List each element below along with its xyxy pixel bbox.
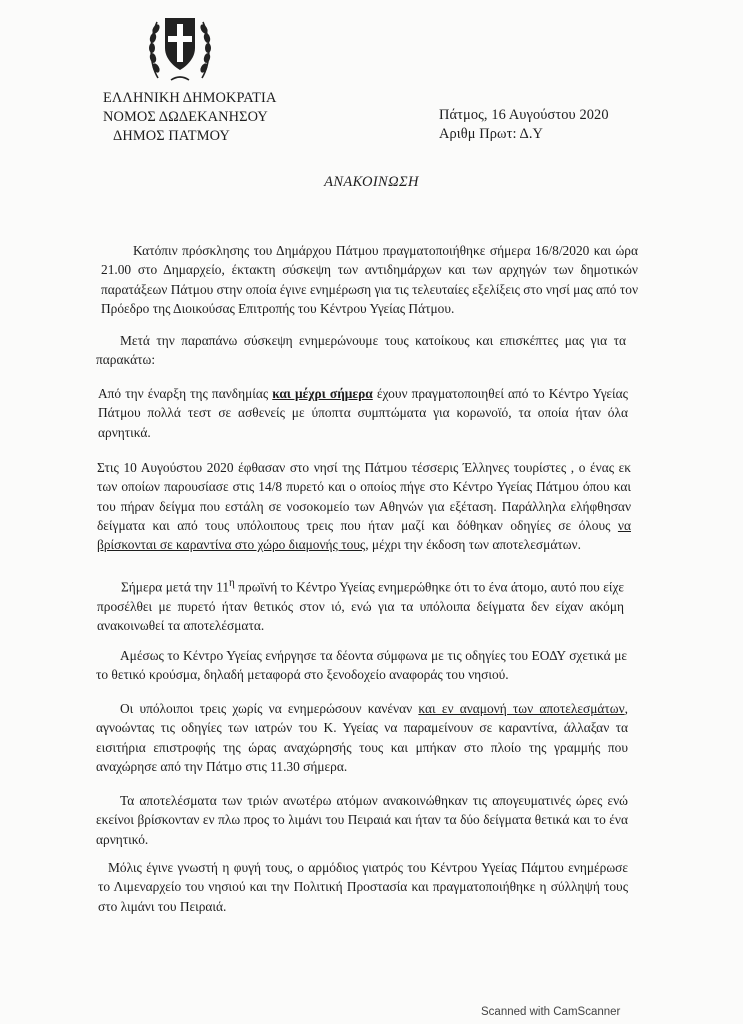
paragraph: Οι υπόλοιποι τρεις χωρίς να ενημερώσουν κανέναν και εν αναμονή των αποτελεσμάτων, αγνοώντας τις οδηγίες των ιατρών του Κ. Υγείας να παραμείνουν σε καραντίνα, άλλαξαν τα εισιτήρια επιστροφής της ώρας αναχώρησής τους και μπήκαν στο πλοίο της γραμμής που αναχώρησε από την Πάτμο στις 11.30 σήμερα. — [96, 701, 628, 774]
issuer-block — [103, 89, 276, 146]
emphasis-text: και μέχρι σήμερα — [272, 386, 373, 401]
paragraph: Κατόπιν πρόσκλησης του Δημάρχου Πάτμου πραγματοποιήθηκε σήμερα 16/8/2020 και ώρα 21.00 στο Δημαρχείο, έκτακτη σύσκεψη των αντιδημάρχων και των αρχηγών των δημοτικών παρατάξεων Πάτμου στην οποία έγινε ενημέρωση για τις τελευταίες εξελίξεις στο νησί μας από τον Πρόεδρο της Διοικούσας Επιτροπής του Κέντρου Υγείας Πάτμου. — [101, 243, 638, 316]
paragraph: Αμέσως το Κέντρο Υγείας ενήργησε τα δέοντα σύμφωνα με τις οδηγίες του ΕΟΔΥ σχετικά με το θετικό κρούσμα, δηλαδή μεταφορά στο ξενοδοχείο αναφοράς του νησιού. — [96, 648, 627, 683]
scanner-watermark: Scanned with CamScanner — [481, 1006, 621, 1018]
document-title: ΑΝΑΚΟΙΝΩΣΗ — [324, 174, 419, 190]
paragraph: Στις 10 Αυγούστου 2020 έφθασαν στο νησί της Πάτμου τέσσερις Έλληνες τουρίστες , ο ένας εκ των οποίων παρουσίασε στις 14/8 πυρετό και ο οποίος πήγε στο Κέντρο Υγείας Πάτμου όπου και του πήραν δείγμα που εστάλη σε νοσοκομείο των Αθηνών για εξέταση. Παράλληλα ελήφθησαν δείγματα και από τους υπόλοιπους τρεις που ήταν μαζί και δόθηκαν οδηγίες σε όλους να βρίσκονται σε καραντίνα στο χώρο διαμονής τους, μέχρι την έκδοση των αποτελεσμάτων. — [97, 460, 631, 553]
document-date: Πάτμος, 16 Αυγούστου 2020 — [439, 107, 609, 123]
paragraph: Από την έναρξη της πανδημίας και μέχρι σήμερα έχουν πραγματοποιηθεί από το Κέντρο Υγείας Πάτμου πολλά τεστ σε ασθενείς με ύποπτα συμπτώματα για κορωνοϊό, τα οποία ήταν όλα αρνητικά. — [98, 386, 628, 440]
emphasis-text: και εν αναμονή των αποτελεσμάτων — [418, 701, 625, 716]
issuer-line: ΔΗΜΟΣ ΠΑΤΜΟΥ — [113, 128, 230, 144]
paragraph: Μόλις έγινε γνωστή η φυγή τους, ο αρμόδιος γιατρός του Κέντρου Υγείας Πάμτου ενημέρωσε το Λιμεναρχείο του νησιού και την Πολιτική Προστασία και πραγματοποιήθηκε η σύλληψή τους στο λιμάνι του Πειραιά. — [98, 860, 628, 914]
issuer-line: ΝΟΜΟΣ ΔΩΔΕΚΑΝΗΣΟΥ — [103, 109, 268, 125]
protocol-number: Αριθμ Πρωτ: Δ.Υ — [439, 126, 544, 142]
date-protocol-block — [439, 106, 609, 144]
greek-coat-of-arms-icon — [149, 8, 211, 82]
paragraph: Μετά την παραπάνω σύσκεψη ενημερώνουμε τους κατοίκους και επισκέπτες μας για τα παρακάτω: — [96, 333, 626, 368]
emphasis-text: να βρίσκονται σε καραντίνα στο χώρο διαμονής τους — [97, 517, 631, 553]
paragraph: Τα αποτελέσματα των τριών ανωτέρω ατόμων ανακοινώθηκαν τις απογευματινές ώρες ενώ εκείνοι βρίσκονταν εν πλω προς το λιμάνι του Πειραιά και ήταν τα δύο δείγματα θετικά και το ένα αρνητικό. — [96, 793, 628, 847]
paragraph: Σήμερα μετά την $11^\eta$ πρωϊνή το Κέντρο Υγείας ενημερώθηκε ότι το ένα άτομο, αυτό που είχε προσέλθει με πυρετό ήταν θετικός στον ιό, ενώ για τα υπόλοιπα δείγματα δεν είχαν ακόμη ανακοινωθεί τα αποτελέσματα. — [97, 577, 625, 634]
issuer-line: ΕΛΛΗΝΙΚΗ ΔΗΜΟΚΡΑΤΙΑ — [103, 90, 277, 106]
